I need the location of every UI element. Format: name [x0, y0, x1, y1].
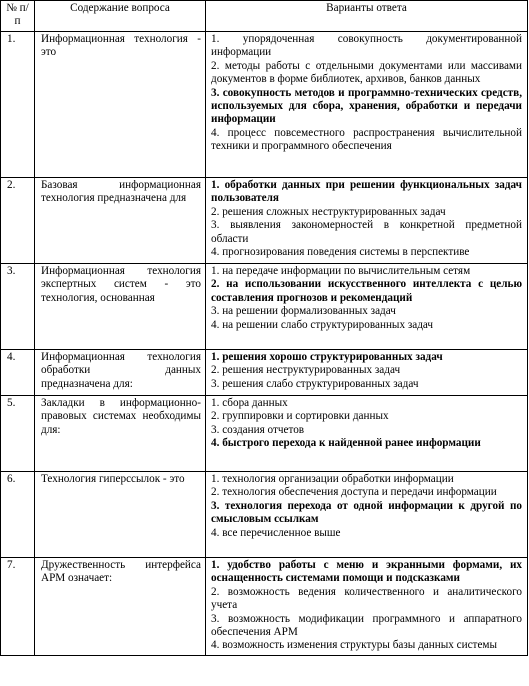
answer-option: 3. возможность модификации программного и аппаратного обеспечения АРМ — [211, 612, 522, 639]
table-row — [1, 32, 528, 178]
answer-options — [206, 178, 528, 264]
answer-option: 4. процесс повсеместного распространения вычислительной техники и программного обеспечения — [211, 126, 522, 153]
answer-options — [206, 32, 528, 178]
answer-options — [206, 396, 528, 472]
answer-option: 4. на решении слабо структурированных задач — [211, 318, 434, 331]
question-number: 1. — [1, 32, 35, 178]
question-text: Базовая информационная технология предназначена для — [35, 178, 206, 264]
answer-options — [206, 264, 528, 350]
answer-option: 2. методы работы с отдельными документами или массивами документов в форме библиотек, архивов, банков данных — [211, 59, 522, 86]
question-text: Информационная технология экспертных систем - это технология, основанная — [35, 264, 206, 350]
question-number: 7. — [1, 558, 35, 656]
answer-option: 3. решения слабо структурированных задач — [211, 377, 419, 390]
table-header-row — [1, 1, 528, 32]
question-number: 4. — [1, 350, 35, 396]
table-row — [1, 558, 528, 656]
answer-option: 3. создания отчетов — [211, 423, 305, 436]
answer-option: 2. решения неструктурированных задач — [211, 364, 401, 377]
answer-option: 2. возможность ведения количественного и аналитического учета — [211, 585, 522, 612]
question-text: Дружественность интерфейса АРМ означает: — [35, 558, 206, 656]
answer-option: 4. возможность изменения структуры базы данных системы — [211, 639, 498, 652]
question-number: 5. — [1, 396, 35, 472]
correct-answer-option: 1. удобство работы с меню и экранными формами, их оснащенность системами помощи и подсказками — [211, 559, 522, 585]
answer-option: 2. технология обеспечения доступа и передачи информации — [211, 486, 497, 499]
correct-answer-option: 1. обработки данных при решении функциональных задач пользователя — [211, 179, 522, 205]
answer-option: 4. прогнозирования поведения системы в перспективе — [211, 246, 470, 259]
answer-options — [206, 350, 528, 396]
header-answers: Варианты ответа — [206, 1, 528, 32]
table-row — [1, 350, 528, 396]
question-text: Информационная технология обработки данных предназначена для: — [35, 350, 206, 396]
table-body — [1, 32, 528, 656]
question-number: 6. — [1, 472, 35, 558]
table-row — [1, 396, 528, 472]
correct-answer-option: 4. быстрого перехода к найденной ранее информации — [211, 437, 481, 450]
answer-options — [206, 558, 528, 656]
question-text: Закладки в информационно-правовых системах необходимы для: — [35, 396, 206, 472]
answer-option: 2. группировки и сортировки данных — [211, 410, 389, 423]
correct-answer-option: 2. на использовании искусственного интеллекта с целью составления прогнозов и рекомендаций — [211, 278, 522, 304]
correct-answer-option: 3. совокупность методов и программно-технических средств, используемых для сбора, хранения, обработки и передачи информации — [211, 86, 522, 126]
table-row — [1, 178, 528, 264]
header-num: № п/п — [1, 1, 35, 32]
question-text: Технология гиперссылок - это — [35, 472, 206, 558]
answer-option: 3. на решении формализованных задач — [211, 305, 396, 318]
answer-option: 1. на передаче информации по вычислительным сетям — [211, 265, 471, 277]
answer-option: 1. технология организации обработки информации — [211, 473, 454, 485]
answer-option: 2. решения сложных неструктурированных задач — [211, 205, 446, 218]
answer-options — [206, 472, 528, 558]
answer-option: 4. все перечисленное выше — [211, 526, 341, 539]
correct-answer-option: 3. технология перехода от одной информации к другой по смысловым ссылкам — [211, 499, 522, 526]
answer-option: 3. выявления закономерностей в конкретной предметной области — [211, 219, 522, 245]
question-number: 3. — [1, 264, 35, 350]
question-text: Информационная технология - это — [35, 32, 206, 178]
answer-option: 1. упорядоченная совокупность документированной информации — [211, 33, 522, 59]
question-number: 2. — [1, 178, 35, 264]
header-question: Содержание вопроса — [35, 1, 206, 32]
correct-answer-option: 1. решения хорошо структурированных задач — [211, 351, 443, 363]
answer-option: 1. сбора данных — [211, 397, 288, 409]
table-row — [1, 472, 528, 558]
table-row — [1, 264, 528, 350]
